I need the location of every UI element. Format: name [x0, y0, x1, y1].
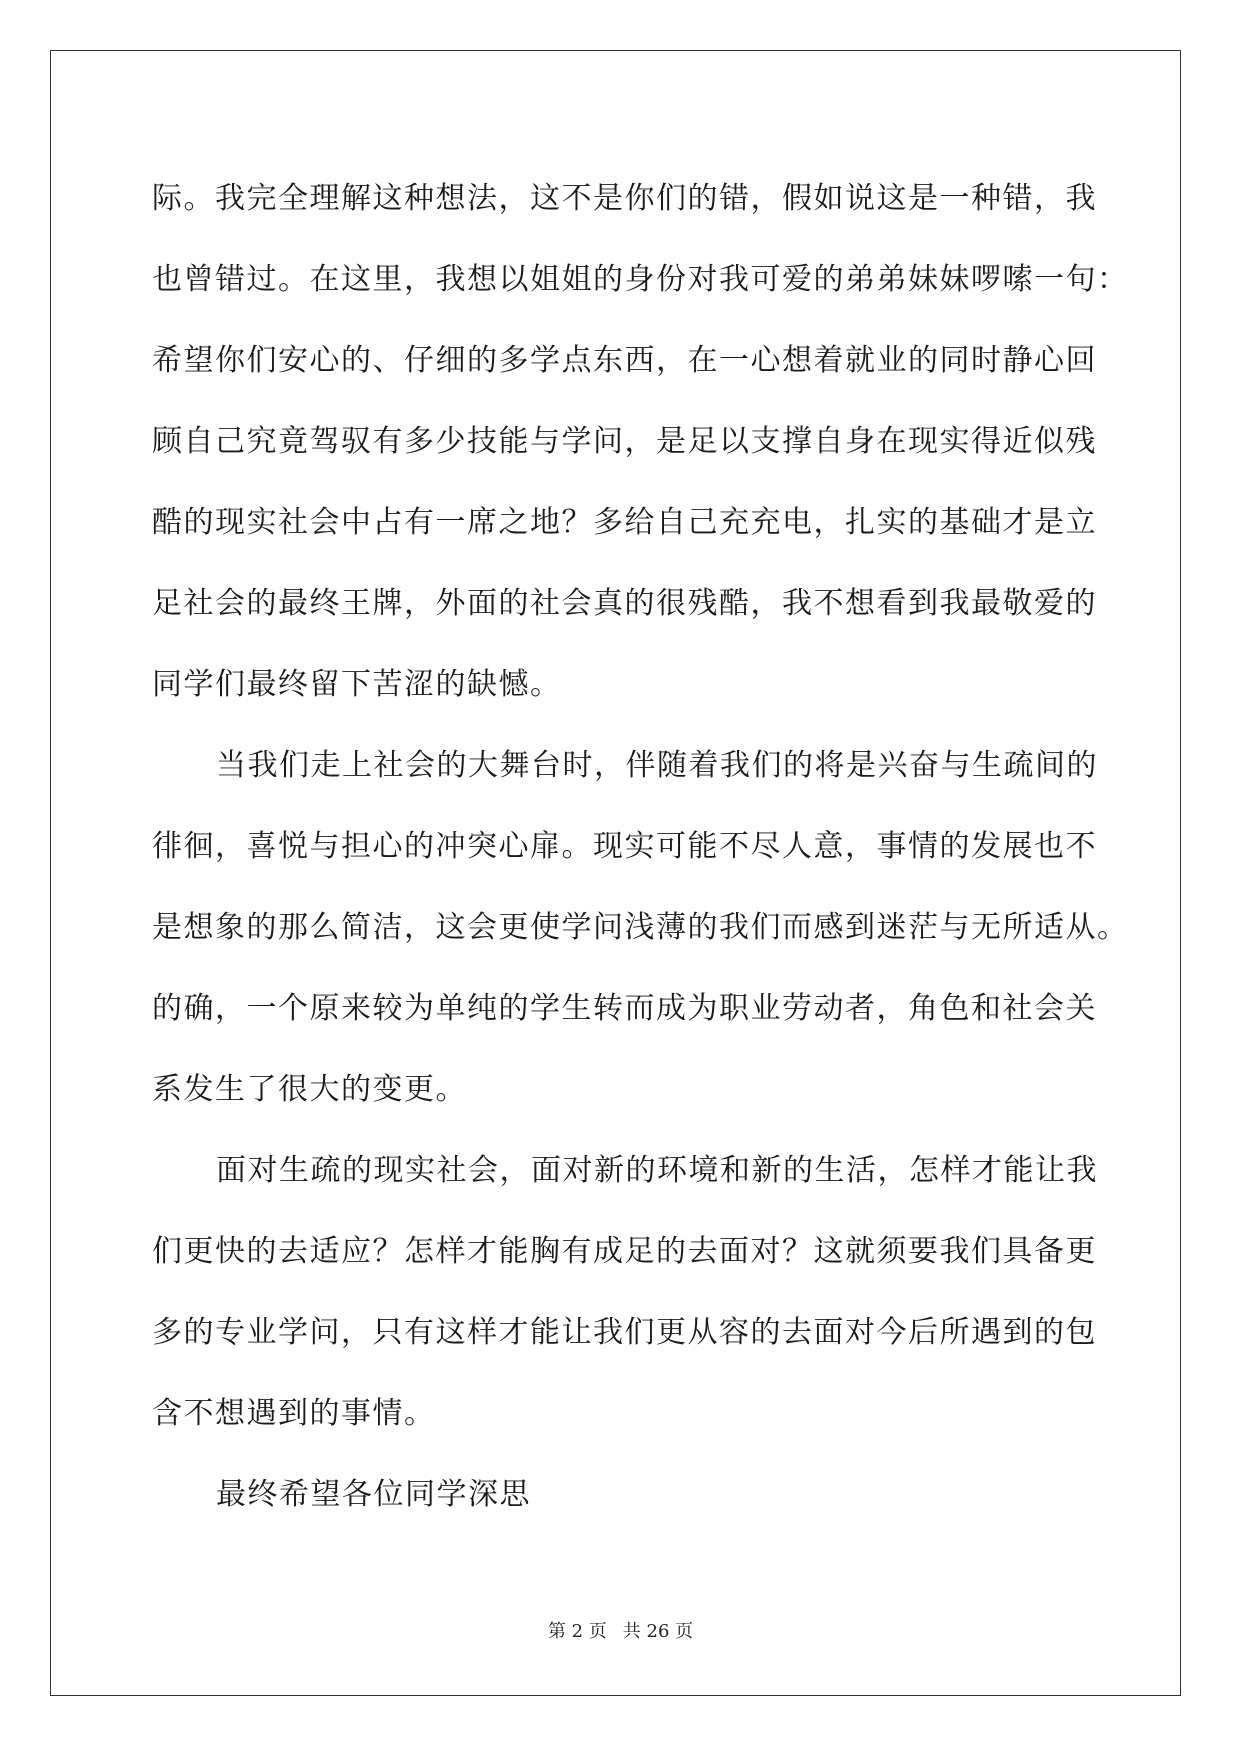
text-line: 最终希望各位同学深思 — [216, 1477, 531, 1512]
paragraph-2 — [152, 725, 1129, 1130]
text-line: 同学们最终留下苦涩的缺憾。 — [152, 667, 562, 702]
text-line: 含不想遇到的事情。 — [152, 1396, 436, 1431]
document-body — [152, 158, 1129, 1535]
text-line: 徘徊，喜悦与担心的冲突心扉。现实可能不尽人意，事情的发展也不 — [152, 829, 1097, 864]
text-line: 际。我完全理解这种想法，这不是你们的错，假如说这是一种错，我 — [152, 181, 1097, 216]
text-line: 们更快的去适应？怎样才能胸有成足的去面对？这就须要我们具备更 — [152, 1234, 1097, 1269]
page-total: 共 26 页 — [622, 1621, 694, 1642]
text-line: 顾自己究竟驾驭有多少技能与学问，是足以支撑自身在现实得近似残 — [152, 424, 1097, 459]
text-line: 足社会的最终王牌，外面的社会真的很残酷，我不想看到我最敬爱的 — [152, 586, 1097, 621]
paragraph-3 — [152, 1130, 1098, 1454]
page-number: 第 2 页 — [547, 1621, 607, 1642]
text-line: 系发生了很大的变更。 — [152, 1072, 467, 1107]
text-line: 多的专业学问，只有这样才能让我们更从容的去面对今后所遇到的包 — [152, 1315, 1097, 1350]
page-footer — [0, 1620, 1241, 1644]
text-line: 当我们走上社会的大舞台时，伴随着我们的将是兴奋与生疏间的 — [216, 748, 1098, 783]
paragraph-4 — [152, 1454, 1082, 1535]
text-line: 是想象的那么简洁，这会更使学问浅薄的我们而感到迷茫与无所适从。 — [152, 910, 1129, 945]
text-line: 的确，一个原来较为单纯的学生转而成为职业劳动者，角色和社会关 — [152, 991, 1097, 1026]
text-line: 希望你们安心的、仔细的多学点东西，在一心想着就业的同时静心回 — [152, 343, 1097, 378]
text-line: 也曾错过。在这里，我想以姐姐的身份对我可爱的弟弟妹妹啰嗦一句： — [152, 262, 1129, 297]
paragraph-1 — [152, 158, 1129, 725]
text-line: 酷的现实社会中占有一席之地？多给自己充充电，扎实的基础才是立 — [152, 505, 1097, 540]
text-line: 面对生疏的现实社会，面对新的环境和新的生活，怎样才能让我 — [216, 1153, 1098, 1188]
